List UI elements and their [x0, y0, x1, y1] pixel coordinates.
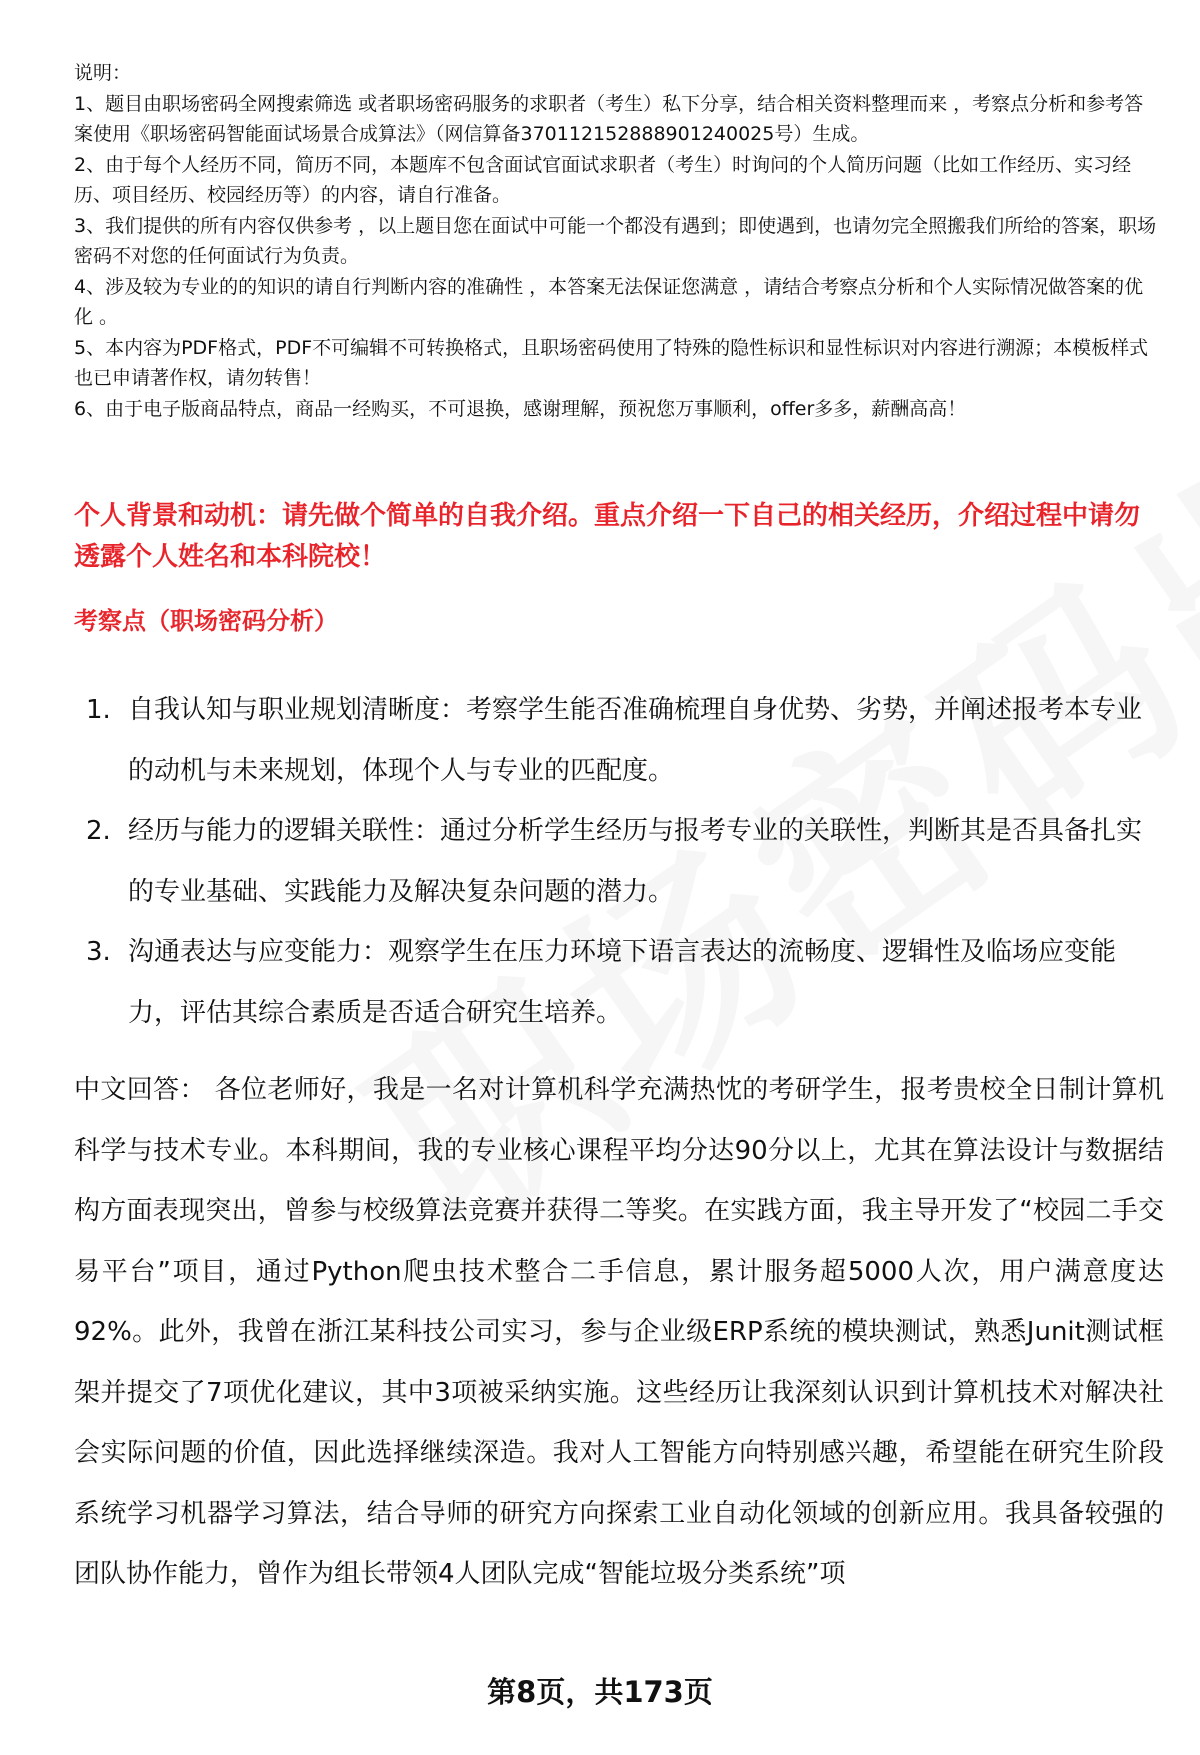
points-list [74, 680, 1164, 1043]
page-number: 第8页，共173页 [487, 1675, 713, 1709]
point-number: 3. [86, 937, 111, 967]
point-text: 自我认知与职业规划清晰度：考察学生能否准确梳理自身优势、劣势，并阐述报考本专业的动机与未来规划，体现个人与专业的匹配度。 [128, 695, 1143, 786]
notes-heading: 说明： [74, 62, 132, 84]
answer-text: 中文回答： 各位老师好，我是一名对计算机科学充满热忱的考研学生，报考贵校全日制计算机科学与技术专业。本科期间，我的专业核心课程平均分达90分以上，尤其在算法设计与数据结构方面表现突出，曾参与校级算法竞赛并获得二等奖。在实践方面，我主导开发了“校园二手交易平台”项目，通过Python爬虫技术整合二手信息，累计服务超5000人次，用户满意度达92%。此外，我曾在浙江某科技公司实习，参与企业级ERP系统的模块测试，熟悉Junit测试框架并提交了7项优化建议，其中3项被采纳实施。这些经历让我深刻认识到计算机技术对解决社会实际问题的价值，因此选择继续深造。我对人工智能方向特别感兴趣，希望能在研究生阶段系统学习机器学习算法，结合导师的研究方向探索工业自动化领域的创新应用。我具备较强的团队协作能力，曾作为组长带领4人团队完成“智能垃圾分类系统”项 [74, 1075, 1164, 1589]
note-item: 4、涉及较为专业的的知识的请自行判断内容的准确性 ，本答案无法保证您满意 ，请结合考察点分析和个人实际情况做答案的优化 。 [74, 275, 1144, 328]
point-item [74, 801, 1164, 923]
question-heading: 个人背景和动机：请先做个简单的自我介绍。重点介绍一下自己的相关经历，介绍过程中请勿透露个人姓名和本科院校！ [74, 501, 1141, 572]
point-item [74, 680, 1164, 802]
note-item: 5、本内容为PDF格式，PDF不可编辑不可转换格式，且职场密码使用了特殊的隐性标识和显性标识对内容进行溯源；本模板样式也已申请著作权，请勿转售！ [74, 336, 1149, 389]
point-text: 经历与能力的逻辑关联性：通过分析学生经历与报考专业的关联性，判断其是否具备扎实的专业基础、实践能力及解决复杂问题的潜力。 [128, 816, 1143, 907]
note-item: 1、题目由职场密码全网搜索筛选 或者职场密码服务的求职者（考生）私下分享，结合相关资料整理而来 ，考察点分析和参考答案使用《职场密码智能面试场景合成算法》（网信算备370112152888901240025号）生成。 [74, 92, 1144, 145]
note-item: 6、由于电子版商品特点，商品一经购买，不可退换，感谢理解，预祝您万事顺利，offer多多，薪酬高高！ [74, 397, 967, 420]
points-title: 考察点（职场密码分析） [74, 607, 338, 635]
point-number: 2. [86, 816, 111, 846]
point-text: 沟通表达与应变能力：观察学生在压力环境下语言表达的流畅度、逻辑性及临场应变能力，评估其综合素质是否适合研究生培养。 [128, 937, 1117, 1028]
notes-section [74, 58, 1162, 424]
point-item [74, 922, 1164, 1044]
note-item: 2、由于每个人经历不同，简历不同，本题库不包含面试官面试求职者（考生）时询问的个人简历问题（比如工作经历、实习经历、项目经历、校园经历等）的内容，请自行准备。 [74, 153, 1132, 206]
note-item: 3、我们提供的所有内容仅供参考 ，以上题目您在面试中可能一个都没有遇到；即使遇到，也请勿完全照搬我们所给的答案，职场密码不对您的任何面试行为负责。 [74, 214, 1157, 267]
point-number: 1. [86, 695, 111, 725]
